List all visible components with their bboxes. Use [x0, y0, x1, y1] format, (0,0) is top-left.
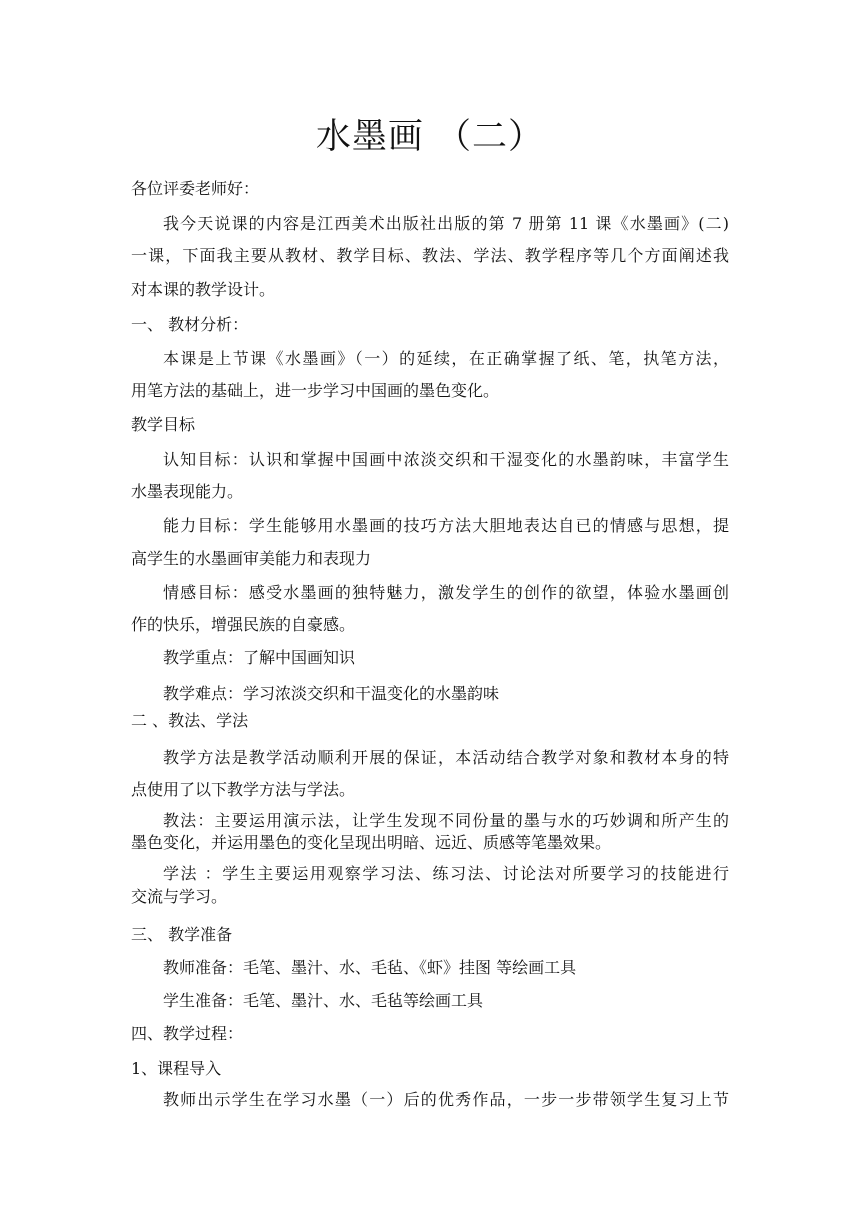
- paragraph-line: 用笔方法的基础上，进一步学习中国画的墨色变化。: [131, 381, 500, 400]
- section-heading: 二 、教法、学法: [131, 711, 249, 730]
- subsection-heading: 1、课程导入: [131, 1059, 222, 1078]
- document-title: 水墨画 （二）: [315, 117, 545, 157]
- paragraph-line: 教学难点：学习浓淡交织和干温变化的水墨韵味: [163, 684, 500, 703]
- paragraph-line: 一课，下面我主要从教材、教学目标、教法、学法、教学程序等几个方面阐述我: [131, 246, 729, 265]
- paragraph-line: 作的快乐，增强民族的自豪感。: [131, 615, 356, 634]
- paragraph-line: 本课是上节课《水墨画》（一）的延续，在正确掌握了纸、笔，执笔方法，: [163, 349, 729, 368]
- paragraph-line: 水墨表现能力。: [131, 482, 244, 501]
- paragraph-line: 对本课的教学设计。: [131, 280, 276, 299]
- paragraph-line: 我今天说课的内容是江西美术出版社出版的第 7 册第 11 课《水墨画》(二): [163, 214, 729, 233]
- paragraph-line: 高学生的水墨画审美能力和表现力: [131, 549, 372, 568]
- greeting: 各位评委老师好：: [131, 179, 260, 198]
- paragraph-line: 教法：主要运用演示法，让学生发现不同份量的墨与水的巧妙调和所产生的: [163, 811, 729, 830]
- paragraph-line: 情感目标：感受水墨画的独特魅力，激发学生的创作的欲望，体验水墨画创: [163, 583, 729, 602]
- paragraph-line: 学生准备：毛笔、墨汁、水、毛毡等绘画工具: [163, 991, 484, 1010]
- section-heading: 一、 教材分析：: [131, 315, 249, 334]
- paragraph-line: 学法 ：学生主要运用观察学习法、练习法、讨论法对所要学习的技能进行: [163, 864, 729, 883]
- paragraph-line: 交流与学习。: [131, 887, 228, 906]
- paragraph-line: 教师准备：毛笔、墨汁、水、毛毡、《虾》挂图 等绘画工具: [163, 958, 577, 977]
- section-heading: 教学目标: [131, 415, 196, 434]
- paragraph-line: 教师出示学生在学习水墨（一）后的优秀作品，一步一步带领学生复习上节: [163, 1090, 729, 1109]
- paragraph-line: 墨色变化，并运用墨色的变化呈现出明暗、远近、质感等笔墨效果。: [131, 833, 612, 852]
- section-heading: 四、教学过程：: [131, 1024, 244, 1043]
- paragraph-line: 认知目标：认识和掌握中国画中浓淡交织和干湿变化的水墨韵味，丰富学生: [163, 450, 729, 469]
- section-heading: 三、 教学准备: [131, 925, 233, 944]
- paragraph-line: 教学方法是教学活动顺利开展的保证，本活动结合教学对象和教材本身的特: [163, 748, 729, 767]
- paragraph-line: 能力目标：学生能够用水墨画的技巧方法大胆地表达自已的情感与思想，提: [163, 516, 729, 535]
- paragraph-line: 教学重点：了解中国画知识: [163, 648, 356, 667]
- paragraph-line: 点使用了以下教学方法与学法。: [131, 780, 356, 799]
